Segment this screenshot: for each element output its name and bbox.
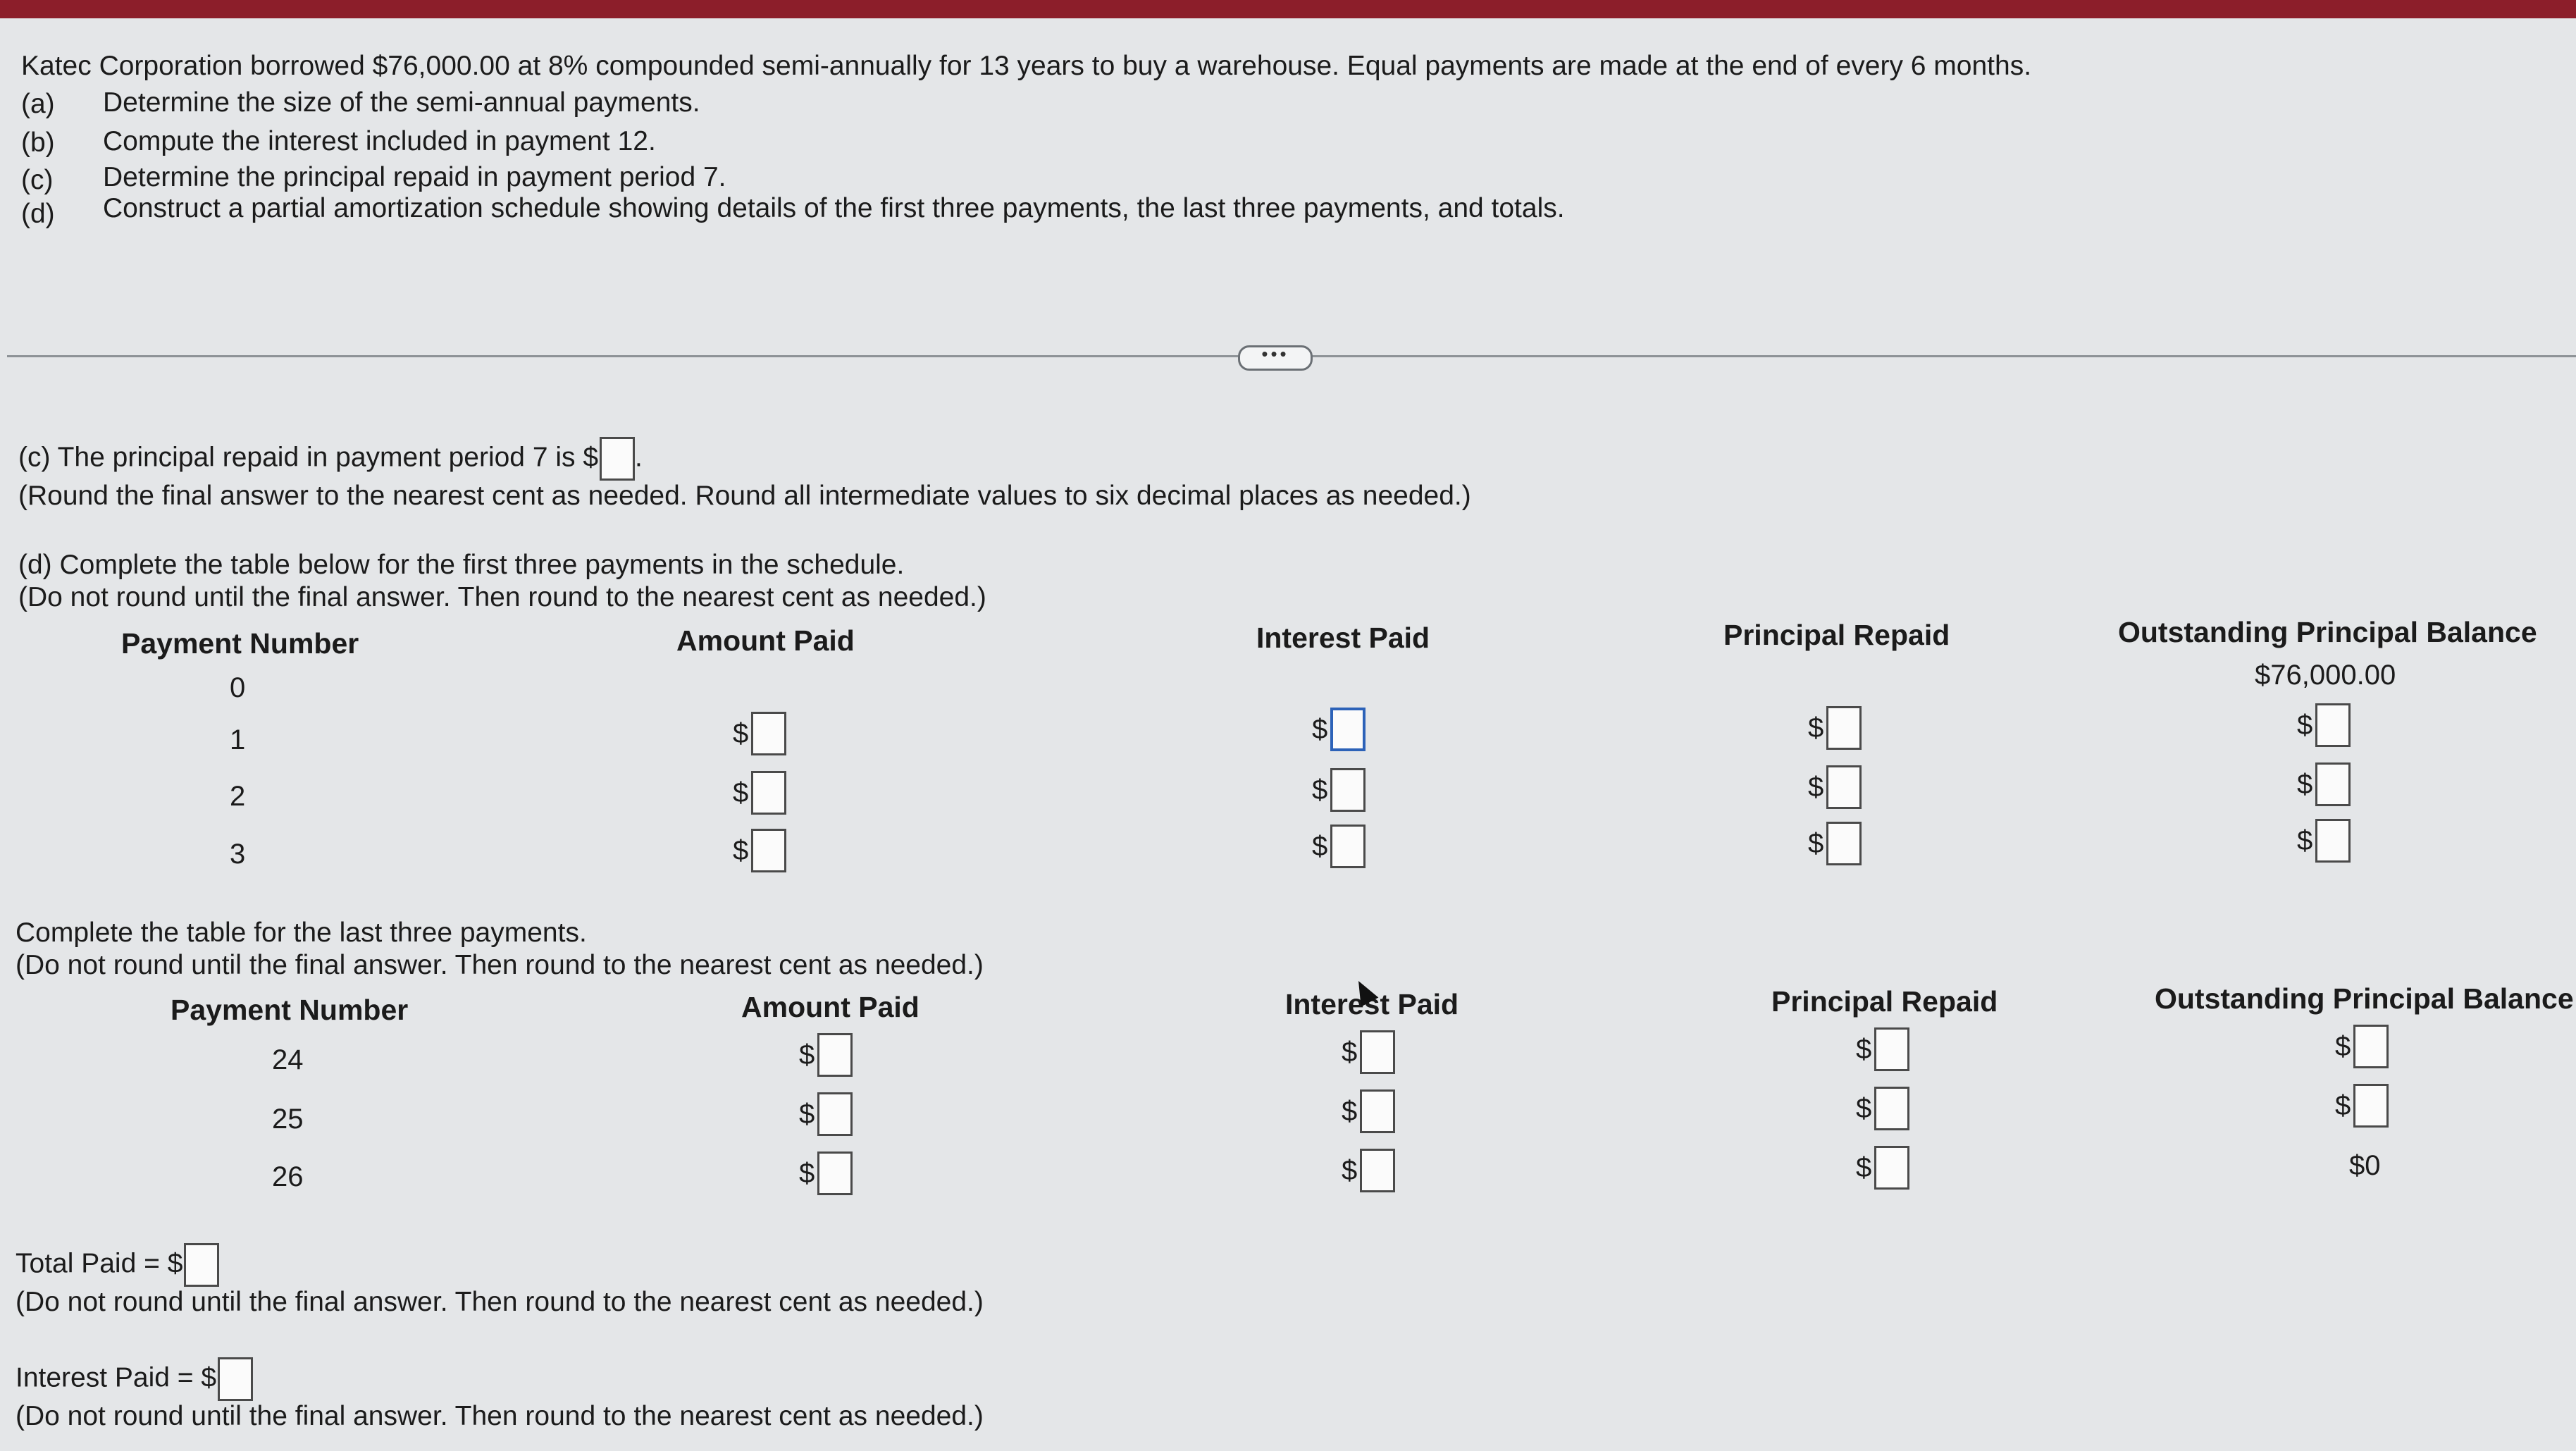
part-a-label: (a) bbox=[21, 89, 55, 119]
interest-paid-25: $ bbox=[1342, 1089, 1395, 1133]
part-d-label: (d) bbox=[21, 199, 55, 229]
balance-25-input[interactable] bbox=[2353, 1084, 2389, 1128]
payment-number-1: 1 bbox=[230, 724, 246, 755]
header-outstanding-balance-last: Outstanding Principal Balance bbox=[2155, 982, 2574, 1015]
part-b-label: (b) bbox=[21, 128, 55, 158]
interest-paid-total-input[interactable] bbox=[218, 1357, 253, 1401]
header-payment-number-last: Payment Number bbox=[171, 994, 409, 1026]
interest-paid-3: $ bbox=[1312, 825, 1366, 868]
principal-repaid-2: $ bbox=[1808, 765, 1862, 809]
header-amount-paid: Amount Paid bbox=[676, 624, 855, 657]
payment-number-24: 24 bbox=[272, 1044, 304, 1075]
header-amount-paid-last: Amount Paid bbox=[741, 991, 919, 1023]
payment-number-3: 3 bbox=[230, 839, 246, 870]
payment-number-26: 26 bbox=[272, 1161, 304, 1192]
header-interest-paid-last: Interest Paid bbox=[1285, 988, 1459, 1020]
balance-25: $ bbox=[2335, 1084, 2389, 1128]
amount-paid-1: $ bbox=[733, 712, 786, 755]
amount-paid-2-input[interactable] bbox=[751, 771, 786, 815]
interest-paid-24: $ bbox=[1342, 1030, 1395, 1074]
header-interest-paid: Interest Paid bbox=[1256, 622, 1430, 654]
interest-paid-1: $ bbox=[1312, 708, 1366, 751]
header-principal-repaid-last: Principal Repaid bbox=[1771, 985, 1998, 1018]
balance-1: $ bbox=[2297, 703, 2351, 747]
part-c-label: (c) bbox=[21, 165, 54, 195]
expand-more-button[interactable]: ••• bbox=[1238, 345, 1313, 371]
principal-repaid-1: $ bbox=[1808, 706, 1862, 750]
interest-paid-1-input[interactable] bbox=[1330, 708, 1366, 751]
top-accent-bar bbox=[0, 0, 2576, 18]
part-c-answer-line bbox=[18, 437, 643, 481]
interest-paid-26: $ bbox=[1342, 1149, 1395, 1192]
interest-paid-2-input[interactable] bbox=[1330, 768, 1366, 812]
amount-paid-25-input[interactable] bbox=[817, 1092, 853, 1136]
interest-paid-total-label: Interest Paid = $ bbox=[16, 1362, 217, 1393]
balance-26: $0 bbox=[2349, 1150, 2381, 1181]
amount-paid-3: $ bbox=[733, 829, 786, 872]
part-c-answer-input[interactable] bbox=[600, 437, 635, 481]
balance-2: $ bbox=[2297, 762, 2351, 806]
interest-paid-24-input[interactable] bbox=[1360, 1030, 1395, 1074]
interest-paid-25-input[interactable] bbox=[1360, 1089, 1395, 1133]
part-d-prompt: (d) Complete the table below for the first three payments in the schedule. bbox=[18, 550, 905, 580]
part-c-suffix: . bbox=[635, 442, 643, 473]
amount-paid-24: $ bbox=[799, 1033, 853, 1077]
balance-24-input[interactable] bbox=[2353, 1025, 2389, 1068]
part-d-note: (Do not round until the final answer. Then round to the nearest cent as needed.) bbox=[18, 582, 986, 612]
problem-intro: Katec Corporation borrowed $76,000.00 at 8% compounded semi-annually for 13 years to buy a warehouse. Equal payments are made at the end of every 6 months. bbox=[21, 51, 2032, 81]
principal-repaid-24-input[interactable] bbox=[1874, 1027, 1909, 1071]
balance-3: $ bbox=[2297, 819, 2351, 863]
principal-repaid-2-input[interactable] bbox=[1826, 765, 1862, 809]
balance-2-input[interactable] bbox=[2315, 762, 2351, 806]
total-paid-note: (Do not round until the final answer. Then round to the nearest cent as needed.) bbox=[16, 1287, 984, 1317]
principal-repaid-1-input[interactable] bbox=[1826, 706, 1862, 750]
part-a-text: Determine the size of the semi-annual payments. bbox=[103, 87, 700, 118]
interest-paid-2: $ bbox=[1312, 768, 1366, 812]
amount-paid-2: $ bbox=[733, 771, 786, 815]
part-b-text: Compute the interest included in payment 12. bbox=[103, 126, 656, 156]
principal-repaid-26: $ bbox=[1856, 1146, 1909, 1190]
balance-row-0: $76,000.00 bbox=[2255, 660, 2396, 691]
total-paid-line bbox=[16, 1243, 219, 1287]
interest-paid-3-input[interactable] bbox=[1330, 825, 1366, 868]
last-payments-note: (Do not round until the final answer. Then round to the nearest cent as needed.) bbox=[16, 950, 984, 980]
payment-number-25: 25 bbox=[272, 1104, 304, 1135]
amount-paid-3-input[interactable] bbox=[751, 829, 786, 872]
total-paid-label: Total Paid = $ bbox=[16, 1248, 183, 1279]
amount-paid-26: $ bbox=[799, 1151, 853, 1195]
amount-paid-1-input[interactable] bbox=[751, 712, 786, 755]
part-c-text: Determine the principal repaid in payment period 7. bbox=[103, 162, 726, 192]
total-paid-input[interactable] bbox=[184, 1243, 219, 1287]
part-d-text: Construct a partial amortization schedule showing details of the first three payments, the last three payments, and totals. bbox=[103, 193, 1565, 223]
principal-repaid-3-input[interactable] bbox=[1826, 822, 1862, 865]
header-payment-number: Payment Number bbox=[121, 627, 359, 660]
principal-repaid-3: $ bbox=[1808, 822, 1862, 865]
amount-paid-24-input[interactable] bbox=[817, 1033, 853, 1077]
principal-repaid-24: $ bbox=[1856, 1027, 1909, 1071]
payment-number-2: 2 bbox=[230, 781, 246, 812]
interest-paid-total-line bbox=[16, 1357, 253, 1401]
balance-3-input[interactable] bbox=[2315, 819, 2351, 863]
principal-repaid-26-input[interactable] bbox=[1874, 1146, 1909, 1190]
payment-number-0: 0 bbox=[230, 672, 246, 703]
interest-paid-total-note: (Do not round until the final answer. Then round to the nearest cent as needed.) bbox=[16, 1401, 984, 1431]
last-payments-prompt: Complete the table for the last three payments. bbox=[16, 918, 587, 948]
header-outstanding-balance: Outstanding Principal Balance bbox=[2118, 616, 2537, 648]
balance-1-input[interactable] bbox=[2315, 703, 2351, 747]
part-c-note: (Round the final answer to the nearest cent as needed. Round all intermediate values to six decimal places as needed.) bbox=[18, 481, 1471, 511]
part-c-prompt: (c) The principal repaid in payment period 7 is $ bbox=[18, 442, 599, 473]
principal-repaid-25-input[interactable] bbox=[1874, 1087, 1909, 1130]
principal-repaid-25: $ bbox=[1856, 1087, 1909, 1130]
amount-paid-26-input[interactable] bbox=[817, 1151, 853, 1195]
amount-paid-25: $ bbox=[799, 1092, 853, 1136]
interest-paid-26-input[interactable] bbox=[1360, 1149, 1395, 1192]
balance-24: $ bbox=[2335, 1025, 2389, 1068]
header-principal-repaid: Principal Repaid bbox=[1723, 619, 1950, 651]
